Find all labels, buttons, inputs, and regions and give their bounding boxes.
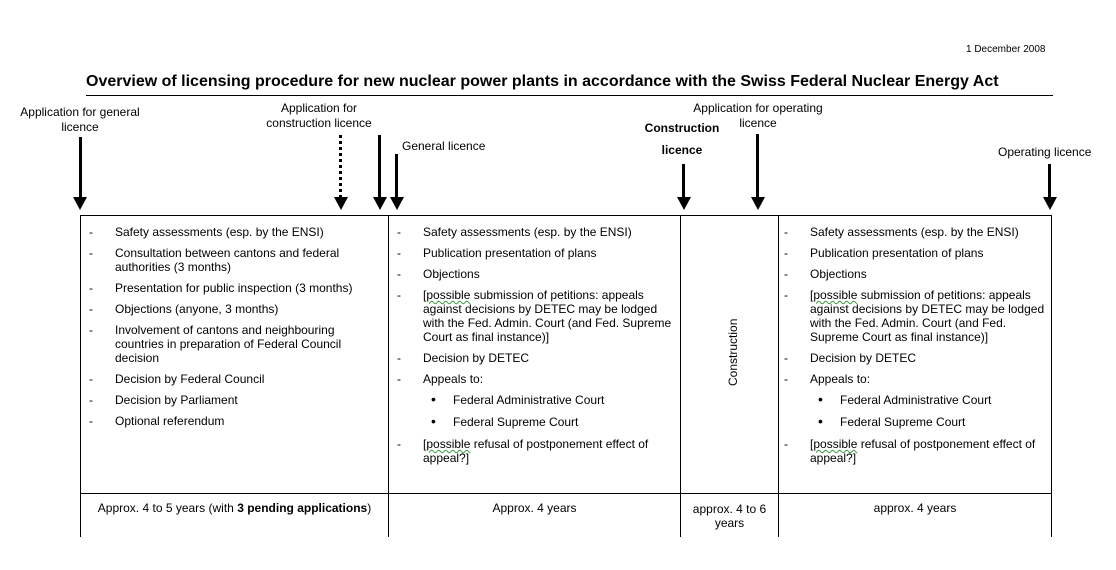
milestone-application-general-licence: Application for general licence: [20, 105, 140, 134]
operating-licence-duration: approx. 4 years: [873, 501, 957, 515]
list-item: • Federal Administrative Court: [431, 391, 605, 407]
page-title: Overview of licensing procedure for new nuclear power plants in accordance with the Swiss Federal Nuclear Energy Act: [86, 73, 999, 90]
title-underline: [86, 95, 1053, 96]
list-item: - Appeals to:: [397, 372, 484, 386]
construction-duration: approx. 4 to 6 years: [692, 502, 767, 530]
list-item: - Consultation between cantons and federal authorities (3 months): [89, 246, 340, 274]
milestone-construction-licence-line1: Construction: [644, 121, 720, 135]
general-licence-duration: Approx. 4 to 5 years (with 3 pending applications): [97, 501, 372, 515]
list-item: - Decision by DETEC: [784, 351, 917, 365]
construction-phase-label: Construction: [726, 318, 740, 386]
list-item: - Objections: [397, 267, 480, 281]
list-item: - [possible submission of petitions: appeals against decisions by DETEC may be lodged with the Fed. Admin. Court (and Fed. Supreme Court as final instance)]: [397, 288, 672, 344]
construction-licence-duration: Approx. 4 years: [492, 501, 577, 515]
list-item: - Objections (anyone, 3 months): [89, 302, 279, 316]
construction-licence-phase-list: [397, 225, 677, 472]
list-item: - Decision by DETEC: [397, 351, 530, 365]
list-item: • Federal Supreme Court: [818, 413, 966, 429]
list-item: - Appeals to:: [784, 372, 871, 386]
milestone-construction-licence-line2: licence: [661, 143, 703, 157]
list-item: - Involvement of cantons and neighbouring countries in preparation of Federal Council decision: [89, 323, 342, 365]
list-item: - Objections: [784, 267, 867, 281]
list-item: - [possible refusal of postponement effect of appeal?]: [784, 437, 1036, 465]
list-item: - Decision by Federal Council: [89, 372, 265, 386]
list-item: - Publication presentation of plans: [397, 246, 597, 260]
list-item: - Presentation for public inspection (3 months): [89, 281, 353, 295]
list-item: - Safety assessments (esp. by the ENSI): [784, 225, 1019, 239]
list-item: - [possible refusal of postponement effect of appeal?]: [397, 437, 649, 465]
document-date: 1 December 2008: [966, 44, 1046, 55]
list-item: - Decision by Parliament: [89, 393, 238, 407]
operating-licence-phase-list: [784, 225, 1046, 472]
list-item: - Safety assessments (esp. by the ENSI): [89, 225, 324, 239]
list-item: • Federal Supreme Court: [431, 413, 579, 429]
list-item: - Safety assessments (esp. by the ENSI): [397, 225, 632, 239]
milestone-application-operating-licence: Application for operating licence: [693, 101, 823, 130]
list-item: - [possible submission of petitions: appeals against decisions by DETEC may be lodged with the Fed. Admin. Court (and Fed. Supreme Court as final instance)]: [784, 288, 1045, 344]
milestone-operating-licence: Operating licence: [998, 145, 1092, 159]
list-item: - Optional referendum: [89, 414, 225, 428]
milestone-application-construction-licence: Application for construction licence: [266, 101, 372, 130]
list-item: • Federal Administrative Court: [818, 391, 992, 407]
milestone-general-licence: General licence: [402, 139, 486, 153]
general-licence-phase-list: [89, 225, 359, 435]
list-item: - Publication presentation of plans: [784, 246, 984, 260]
